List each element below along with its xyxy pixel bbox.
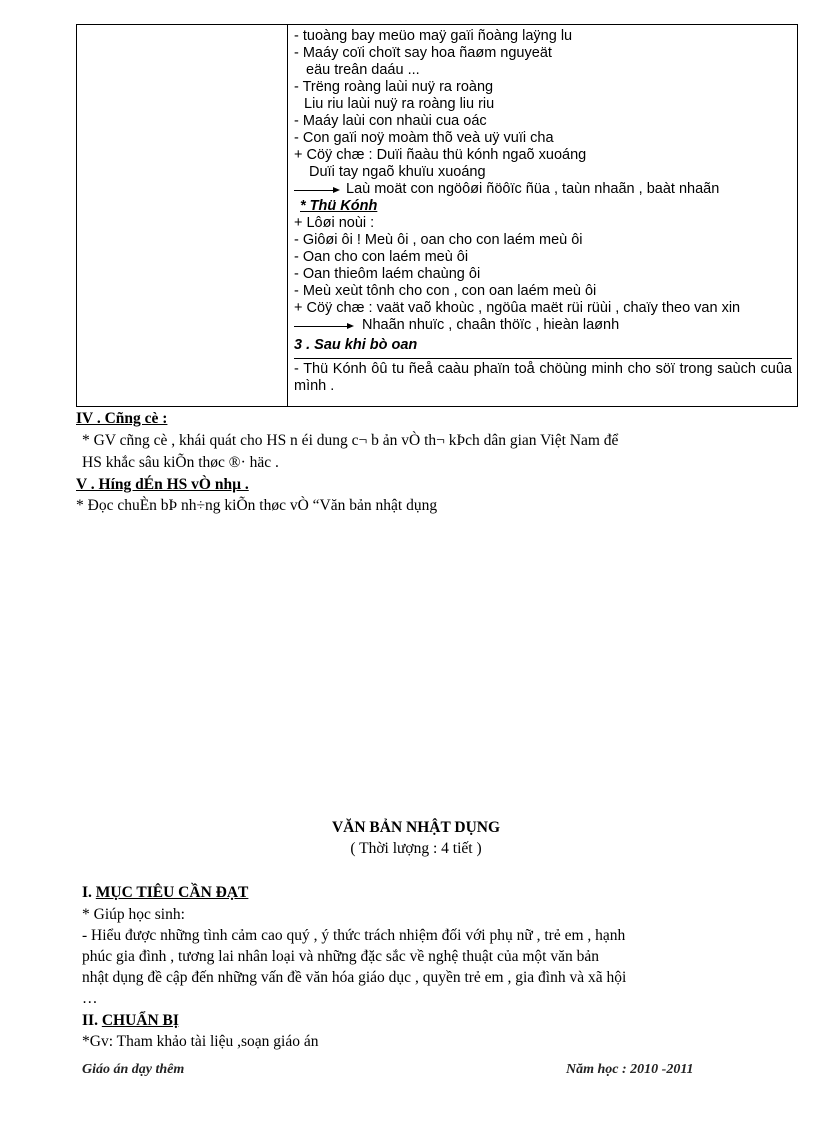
section-1-intro: * Giúp học sinh: bbox=[82, 906, 185, 923]
section-4-heading: IV . Cñng cè : bbox=[76, 410, 168, 427]
document-duration: ( Thời lượng : 4 tiết ) bbox=[350, 840, 482, 857]
section-4-line: HS khắc sâu kiÕn thøc ®· häc . bbox=[82, 454, 279, 471]
section-4-line: * GV cñng cè , khái quát cho HS n éi dung c¬ b ản vÒ th¬ kÞch dân gian Việt Nam để bbox=[82, 432, 619, 449]
section-1-title: MỤC TIÊU CẦN ĐẠT bbox=[95, 884, 249, 901]
table-content-cell bbox=[294, 28, 792, 405]
document-title: VĂN BẢN NHẬT DỤNG bbox=[331, 819, 501, 836]
table-line: - Meù xeùt tônh cho con , con oan laém meù ôi bbox=[294, 283, 597, 299]
table-line: Laù moät con ngöôøi ñöôïc ñüa , taùn nhaãn , baàt nhaãn bbox=[346, 181, 720, 197]
table-line: + Lôøi noùi : bbox=[294, 215, 375, 231]
footer-right: Năm học : 2010 -2011 bbox=[566, 1062, 694, 1077]
section-2-title: CHUẨN BỊ bbox=[101, 1012, 179, 1029]
lesson-table bbox=[76, 24, 798, 407]
section-1-paragraph-line: nhật dụng đề cập đến những vấn đề văn hóa giáo dục , quyền trẻ em , gia đình và xã hội bbox=[82, 969, 627, 986]
table-line: - Oan thieôm laém chaùng ôi bbox=[294, 266, 481, 282]
table-line: eäu treân daáu ... bbox=[306, 62, 420, 78]
section-1-paragraph-line: - Hiểu được những tình cảm cao quý , ý thức trách nhiệm đối với phụ nữ , trẻ em , hạnh bbox=[82, 927, 626, 944]
table-line: Duïi tay ngaõ khuïu xuoáng bbox=[309, 164, 486, 180]
table-subheading: 3 . Sau khi bò oan bbox=[294, 337, 418, 353]
table-line: Liu riu laùi nuÿ ra roàng liu riu bbox=[304, 96, 495, 112]
right-arrow-icon bbox=[294, 321, 354, 331]
table-arrow-line bbox=[294, 181, 792, 198]
table-line: - Trëng roàng laùi nuÿ ra roàng bbox=[294, 79, 494, 95]
table-line: + Cöÿ chæ : vaät vaõ khoùc , ngöûa maët rüi rüùi , chaïy theo van xin bbox=[294, 300, 741, 316]
table-line: - Con gaïi noÿ moàm thõ veà uÿ vuïi cha bbox=[294, 130, 554, 146]
table-line: - tuoàng bay meüo maÿ gaïi ñoàng laÿng lu bbox=[294, 28, 573, 44]
section-1-paragraph-line: … bbox=[82, 990, 98, 1007]
table-line: - Giôøi ôi ! Meù ôi , oan cho con laém meù ôi bbox=[294, 232, 583, 248]
table-line: + Cöÿ chæ : Duïi ñaàu thü kónh ngaõ xuoáng bbox=[294, 147, 587, 163]
section-2-roman: II. bbox=[82, 1012, 102, 1029]
table-subheading: * Thü Kónh bbox=[300, 198, 378, 214]
table-line: - Thü Kónh ôû tu ñeå caàu phaïn toå chöùng minh cho söï trong saùch cuûa mình . bbox=[294, 358, 792, 395]
section-1-roman: I. bbox=[82, 884, 96, 901]
table-line: Nhaãn nhuïc , chaân thöïc , hieàn laønh bbox=[362, 317, 620, 333]
section-2-heading bbox=[82, 1012, 179, 1030]
right-arrow-icon bbox=[294, 185, 340, 195]
table-column-divider bbox=[287, 25, 288, 406]
section-5-line: * Đọc chuÈn bÞ nh÷ng kiÕn thøc vÒ “Văn bản nhật dụng bbox=[76, 497, 438, 514]
section-5-heading: V . Híng dÉn HS vÒ nhµ . bbox=[76, 476, 249, 493]
table-line: - Oan cho con laém meù ôi bbox=[294, 249, 469, 265]
section-1-paragraph-line: phúc gia đình , tương lai nhân loại và những đặc sắc về nghệ thuật của một văn bản bbox=[82, 948, 599, 965]
section-2-line: *Gv: Tham khảo tài liệu ,soạn giáo án bbox=[82, 1033, 319, 1050]
section-1-heading bbox=[82, 884, 248, 902]
table-arrow-line bbox=[294, 317, 792, 334]
table-line: - Maáy coïi choït say hoa ñaøm nguyeät bbox=[294, 45, 552, 61]
footer-left: Giáo án dạy thêm bbox=[82, 1062, 185, 1077]
table-line: - Maáy laùi con nhaùi cua oác bbox=[294, 113, 487, 129]
